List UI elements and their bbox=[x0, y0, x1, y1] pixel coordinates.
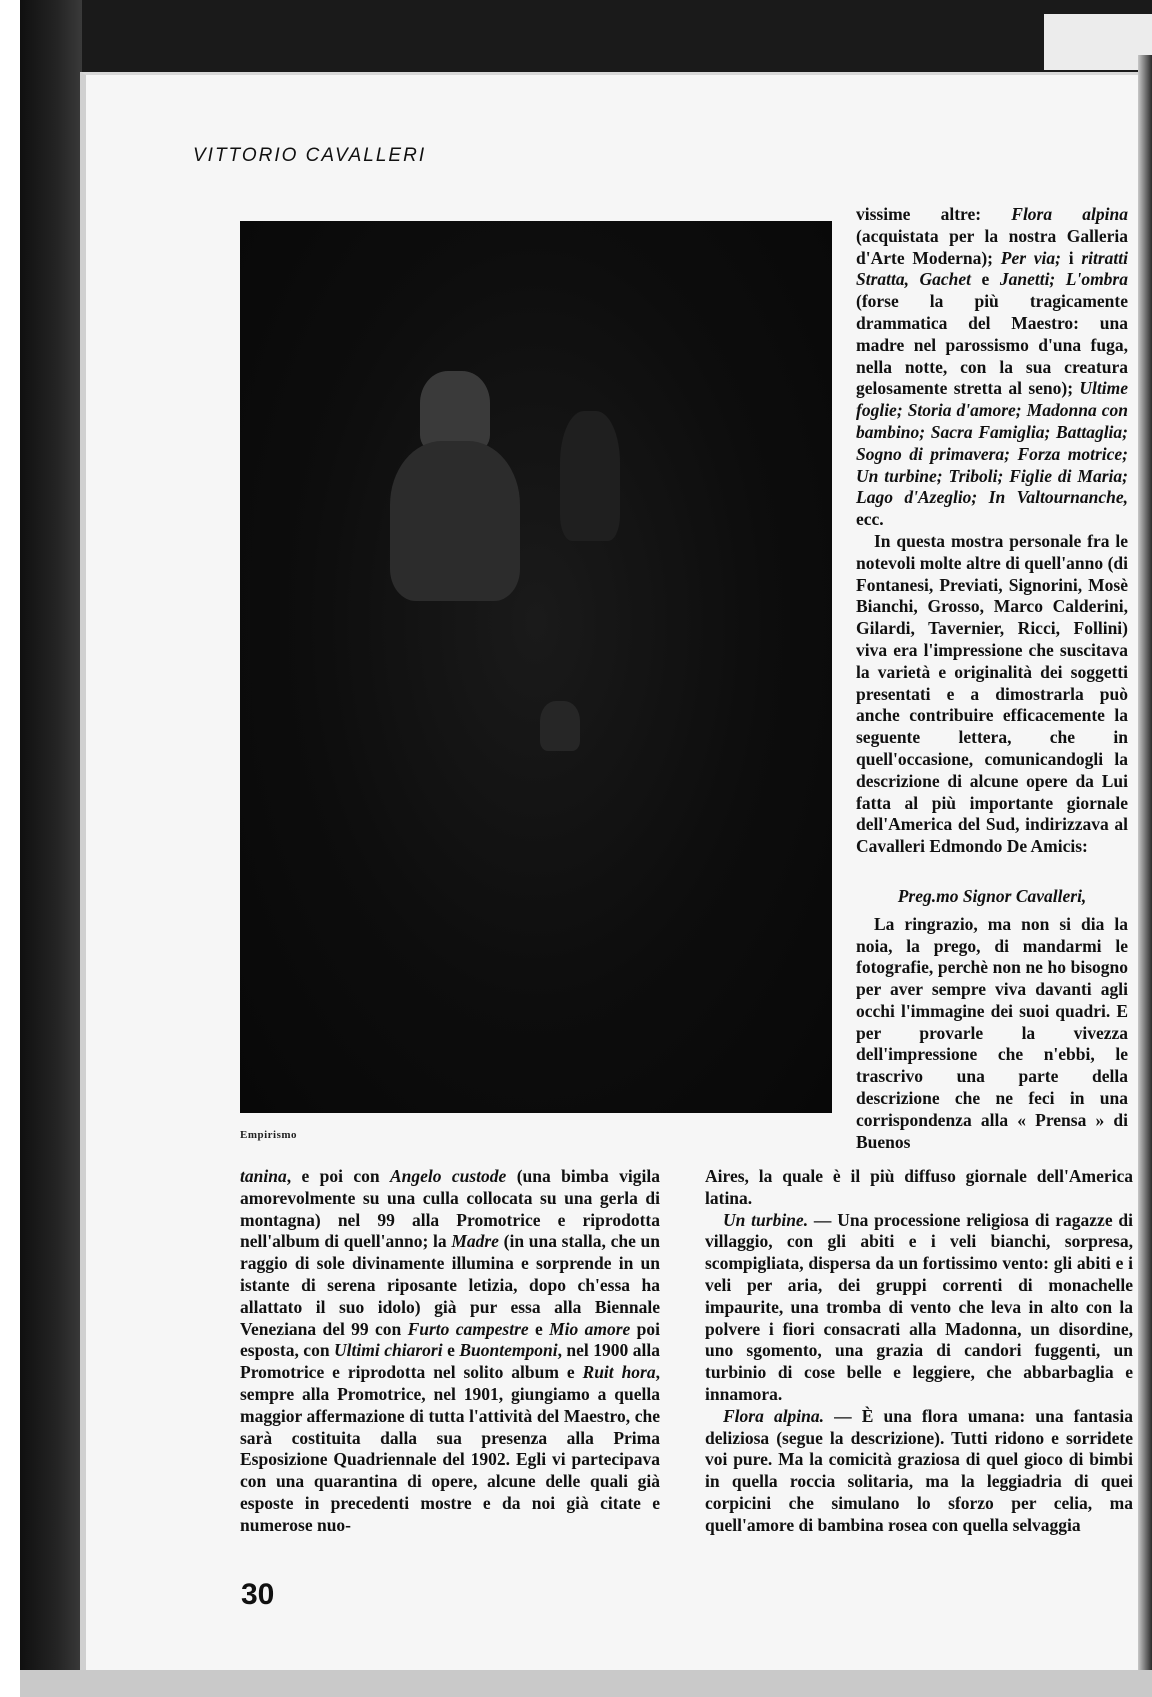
running-head: VITTORIO CAVALLERI bbox=[193, 145, 427, 166]
page-number: 30 bbox=[241, 1578, 275, 1611]
figure-silhouette bbox=[540, 701, 580, 751]
left-column-text bbox=[240, 1166, 660, 1537]
scan-border-left bbox=[20, 0, 82, 1697]
painting-photo bbox=[240, 221, 832, 1113]
scan-corner bbox=[1044, 14, 1152, 70]
figure-silhouette bbox=[390, 441, 520, 601]
paragraph: tanina, e poi con Angelo custode (una bimba vigila amorevolmente su una culla collocata su una gerla di montagna) nel 99 alla Promotrice e riprodotta nell'album di quell'anno; la Madre (in una stalla, che un raggio di sole divinamente illumina e sorprende in un istante di serena riposante letizia, dopo ch'essa ha allattato il suo idolo) già pur essa alla Biennale Veneziana del 99 con Furto campestre e Mio amore poi esposta, con Ultimi chiarori e Buontemponi, nel 1900 alla Promotrice e riprodotta nel solito album e Ruit hora, sempre alla Promotrice, nel 1901, giungiamo a quella maggior affermazione di tutta l'attività del Maestro, che sarà costituita dalla sua presenza alla Prima Esposizione Quadriennale del 1902. Egli vi partecipava con una quarantina di opere, alcune delle quali già esposte in precedenti mostre e da noi già citate e numerose nuo- bbox=[240, 1166, 660, 1535]
paragraph: Flora alpina. — È una flora umana: una fantasia deliziosa (segue la descrizione). Tutti ridono e sorridete voi pure. Ma la comicità graziosa di quel gioco di bimbi in quella roccia solitaria, ma la leggiadria di quei corpicini che simulano lo sforzo per celia, ma quell'amore di bambina rosea con quella selvaggia bbox=[705, 1405, 1133, 1535]
paragraph: Un turbine. — Una processione religiosa di ragazze di villaggio, con gli abiti e i veli bianchi, sorpresa, scompigliata, dispersa da un fortissimo vento: gli abiti e i veli per aria, dei gruppi correnti di monachelle impaurite, una tromba di vento che leva in alto con la polvere i fiori consacrati alla Madonna, un disordine, uno sgomento, una grazia di candori fuggenti, un turbinio di cose belle e leggiere, che abbarbaglia e innamora. bbox=[705, 1209, 1134, 1404]
paragraph: Aires, la quale è il più diffuso giornale dell'America latina. bbox=[705, 1166, 1133, 1208]
scan-border-right bbox=[1138, 55, 1152, 1697]
right-column-text bbox=[856, 204, 1128, 1153]
bottom-right-text bbox=[705, 1166, 1133, 1537]
figure-silhouette bbox=[560, 411, 620, 541]
paragraph: vissime altre: Flora alpina (acquistata per la nostra Galleria d'Arte Moderna); Per via; i ritratti Stratta, Gachet e Janetti; L'ombra (forse la più tragicamente drammatica del Maestro: una madre nel parossismo d'una fuga, nella notte, con la sua creatura gelosamente stretta al seno); Ultime foglie; Storia d'amore; Madonna con bambino; Sacra Famiglia; Battaglia; Sogno di primavera; Forza motrice; Un turbine; Triboli; Figlie di Maria; Lago d'Azeglio; In Valtournanche, ecc. bbox=[856, 204, 1128, 530]
paragraph: La ringrazio, ma non si dia la noia, la prego, di mandarmi le fotografie, perchè non ne ho bisogno per aver sempre viva davanti agli occhi l'immagine dei suoi quadri. E per provarle la vivezza dell'impressione che n'ebbi, le trascrivo una parte della descrizione che ne feci in una corrispondenza alla « Prensa » di Buenos bbox=[856, 913, 1128, 1152]
figure-silhouette bbox=[420, 371, 490, 451]
scan-border-bottom bbox=[20, 1670, 1152, 1697]
figure-caption: Empirismo bbox=[240, 1129, 298, 1141]
letter-salutation: Preg.mo Signor Cavalleri, bbox=[897, 885, 1087, 906]
scan-border-top bbox=[20, 0, 1152, 78]
paragraph: In questa mostra personale fra le notevoli molte altre di quell'anno (di Fontanesi, Previati, Signorini, Mosè Bianchi, Grosso, Marco Calderini, Gilardi, Tavernier, Ricci, Follini) viva era l'impressione che suscitava la varietà e originalità dei soggetti presentati e a dimostrarla può anche contribuire efficacemente la seguente lettera, che in quell'occasione, comunicandogli la descrizione di alcune opere da Lui fatta al più importante giornale dell'America del Sud, indirizzava al Cavalleri Edmondo De Amicis: bbox=[856, 530, 1128, 857]
